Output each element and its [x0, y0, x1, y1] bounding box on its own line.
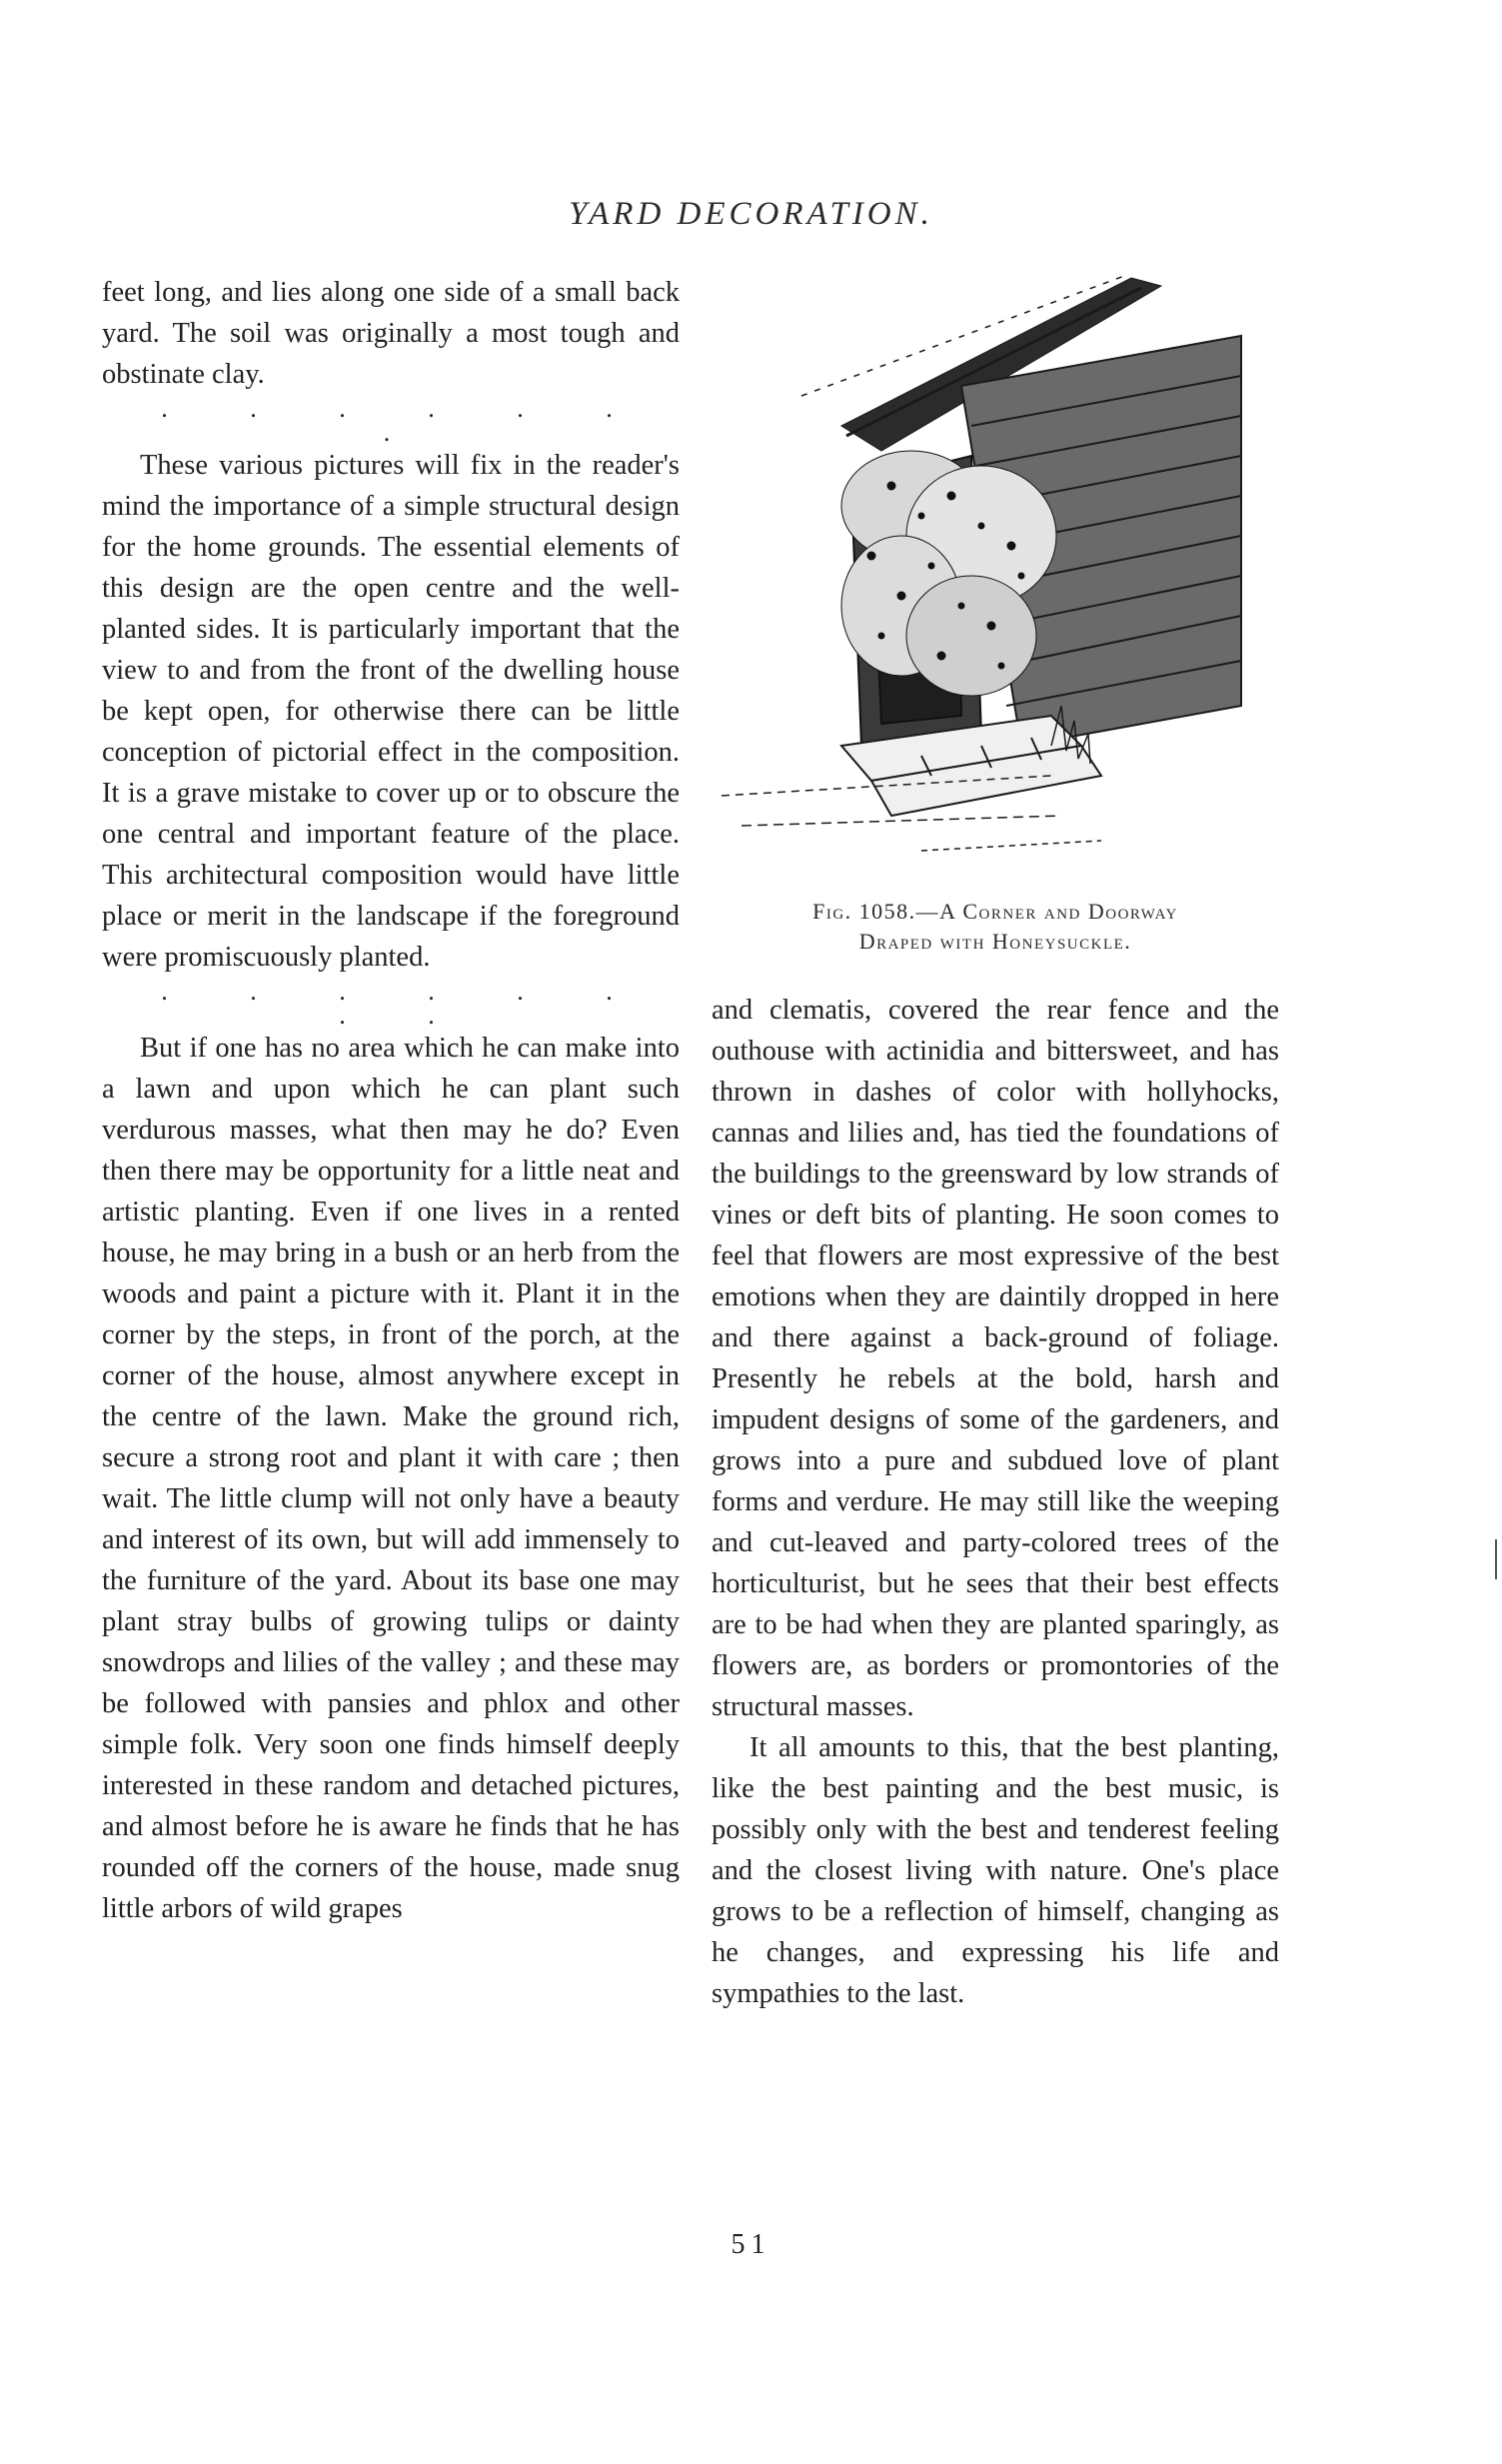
scan-edge-mark: [1495, 1539, 1497, 1579]
ellipsis-separator: . . . . . . . .: [161, 977, 651, 1030]
figure-caption: [712, 897, 1279, 957]
right-column: [712, 990, 1279, 2014]
paragraph-small-planting: But if one has no area which he can make into a lawn and upon which he can plant such verdurous masses, what then may he do? Even then there may be opportunity for a little neat and artistic planting. Even if one lives in a rented house, he may bring in a bush or an herb from the woods and paint a picture with it. Plant it in the corner by the steps, in front of the porch, at the corner of the house, almost anywhere except in the centre of the lawn. Make the ground rich, secure a strong root and plant it with care ; then wait. The little clump will not only have a beauty and interest of its own, but will add immensely to the furniture of the yard. About its base one may plant stray bulbs of growing tulips or dainty snowdrops and lilies of the valley ; and these may be followed with pansies and phlox and other simple folk. Very soon one finds himself deeply interested in these random and detached pictures, and almost before he is aware he finds that he has rounded off the corners of the house, made snug little arbors of wild grapes: [102, 1033, 680, 1924]
running-header: YARD DECORATION.: [569, 196, 933, 232]
caption-line-2: Draped with Honeysuckle.: [858, 929, 1132, 954]
honeysuckle-vines: [841, 451, 1056, 696]
paragraph-conclusion: It all amounts to this, that the best planting, like the best painting and the best music, is possibly only with the best and tenderest feeling and the closest living with nature. One's place grows to be a reflection of himself, changing as he changes, and expressing his life and sympathies to the last.: [712, 1732, 1279, 2009]
ellipsis-separator: . . . . . . .: [161, 394, 651, 447]
paragraph-structural-design: These various pictures will fix in the reader's mind the importance of a simple structural design for the home grounds. The essential elements of this design are the open centre and the well-planted sides. It is particularly important that the view to and from the front of the dwelling house be kept open, for otherwise there can be little conception of pictorial effect in the composition. It is a grave mistake to cover up or to obscure the one central and important feature of the place. This architectural composition would have little place or merit in the landscape if the foreground were promiscuously planted.: [102, 450, 680, 973]
paragraph-continuation: feet long, and lies along one side of a small back yard. The soil was originally a most tough and obstinate clay.: [102, 277, 680, 390]
caption-line-1: Fig. 1058.—A Corner and Doorway: [812, 899, 1178, 924]
paragraph-clematis: and clematis, covered the rear fence and the outhouse with actinidia and bittersweet, and has thrown in dashes of color with hollyhocks, cannas and lilies and, has tied the foundations of the buildings to the greensward by low strands of vines or deft bits of planting. He soon comes to feel that flowers are most expressive of the best emotions when they are daintily dropped in here and there against a back-ground of foliage. Presently he rebels at the bold, harsh and impudent designs of some of the gardeners, and grows into a pure and subdued love of plant forms and verdure. He may still like the weeping and cut-leaved and party-colored trees of the horticulturist, but he sees that their best effects are to be had when they are planted sparingly, as flowers are, as borders or promontories of the structural masses.: [712, 995, 1279, 1722]
figure-illustration: [722, 276, 1281, 872]
page-number: 51: [731, 2229, 771, 2260]
left-column: [102, 272, 680, 1929]
